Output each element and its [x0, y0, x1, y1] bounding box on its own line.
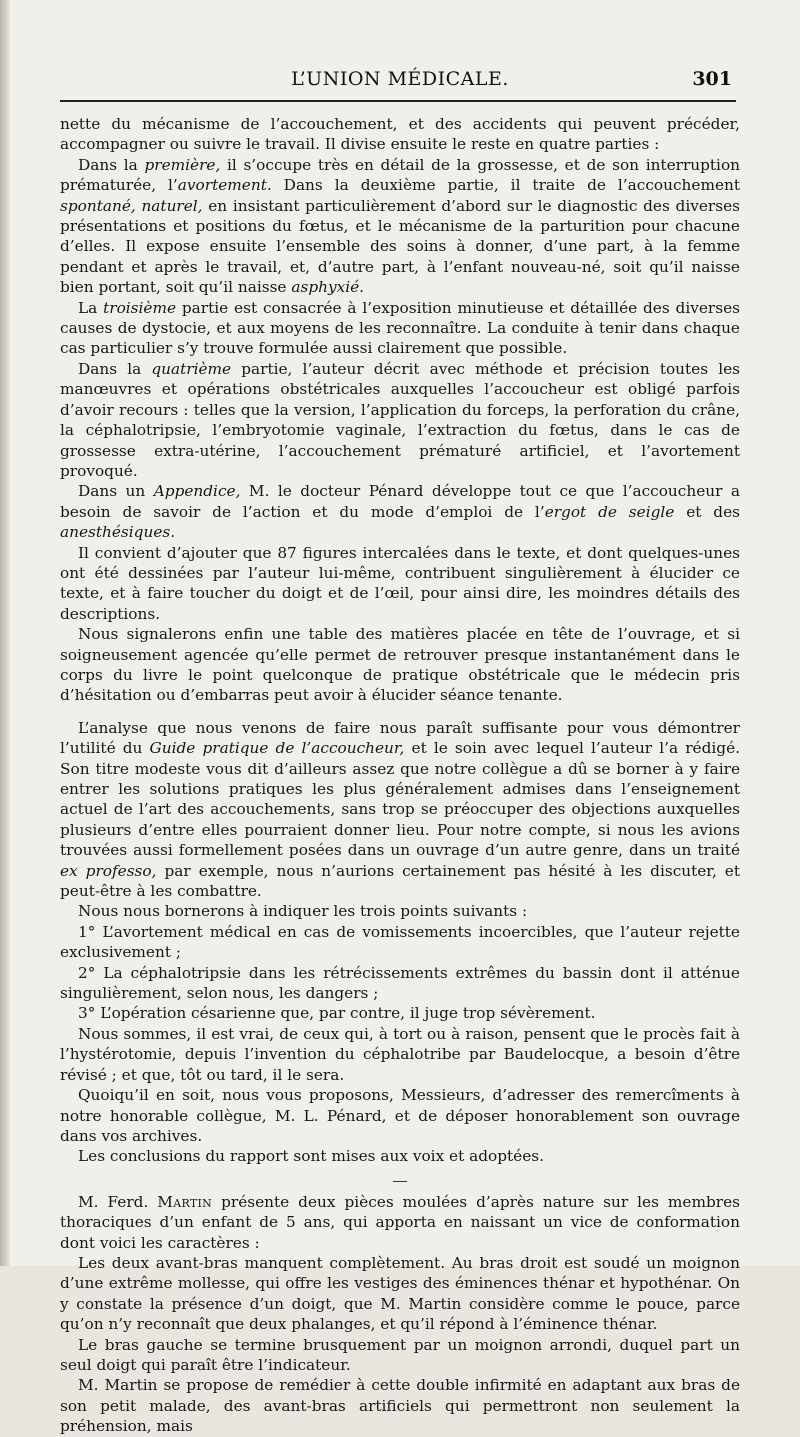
text-run: il s’occupe très en détail de la grossesse, et de son interruption prématurée, l’ — [60, 155, 741, 195]
text-run: L’analyse que nous venons de faire nous paraît suffisante pour vous démontrer l’utilité du — [60, 718, 740, 758]
italic-text: ex professo, — [60, 861, 157, 880]
text-run: Dans la — [78, 155, 145, 174]
text-run: Quoiqu’il en soit, nous vous proposons, Messieurs, d’adresser des remercîments à notre honorable collègue, M. L. Pénard, et de déposer honorablement son ouvrage dans vos archives. — [60, 1086, 740, 1145]
header-rule — [60, 100, 736, 102]
text-run: M. Martin se propose de remédier à cette double infirmité en adaptant aux bras de son petit malade, des avant-bras artificiels qui permettront non seulement la préhension, mais — [60, 1376, 740, 1436]
italic-text: troisième — [103, 298, 177, 317]
text-run: M. le docteur Pénard développe tout ce que l’accoucheur a besoin de savoir de l’action et du mode d’emploi de l’ — [60, 482, 741, 521]
italic-text: asphyxié. — [291, 278, 365, 297]
text-run: Dans un — [78, 482, 154, 501]
text-run: Les conclusions du rapport sont mises aux voix et adoptées. — [78, 1147, 545, 1166]
text-run: La — [78, 298, 104, 317]
text-run: 1° L’avortement médical en cas de vomissements incoercibles, que l’auteur rejette exclusivement ; — [60, 922, 740, 962]
text-run: Le bras gauche se termine brusquement par un moignon arrondi, duquel part un seul doigt qui paraît être l’indicateur. — [60, 1335, 740, 1374]
text-run: 2° La céphalotripsie dans les rétrécissements extrêmes du bassin dont il atténue singulièrement, selon nous, les dangers ; — [60, 963, 740, 1003]
italic-text: Appendice, — [153, 482, 241, 501]
text-run: partie est consacrée à l’exposition minutieuse et détaillée des diverses causes de dystocie, et aux moyens de les reconnaître. La conduite à tenir dans chaque cas particulier s’y trouve formulée aussi clairement que possible. — [60, 298, 741, 358]
paragraph — [60, 359, 740, 481]
text-run: et des — [674, 502, 740, 521]
small-caps-name: Martin — [157, 1192, 213, 1211]
text-run: nette du mécanisme de l’accouchement, et des accidents qui peuvent précéder, accompagner ou suivre le travail. Il divise ensuite le reste en quatre parties : — [60, 115, 740, 154]
text-run: Nous signalerons enfin une table des matières placée en tête de l’ouvrage, et si soigneusement agencée qu’elle permet de retrouver presque instantanément dans le corps du livre le point quelconque de pratique obstétricale que le médecin pris d’hésitation ou d’embarras peut avoir à élucider séance tenante. — [60, 625, 740, 705]
paragraph — [60, 1085, 740, 1146]
article-body — [60, 114, 740, 1437]
text-run: présente deux pièces moulées d’après nature sur les membres thoraciques d’un enfant de 5 ans, qui apporta en naissant un vice de conformation dont voici les caractères : — [60, 1192, 740, 1252]
page-spine-shadow — [0, 0, 10, 1266]
text-run: partie, l’auteur décrit avec méthode et précision toutes les manœuvres et opérations obstétricales auxquelles l’accoucheur est obligé parfois d’avoir recours : telles que la version, l’application du forceps, la perforation du crâne, la céphalotripsie, l’embryotomie vaginale, l’extraction du fœtus, dans le cas de grossesse extra-utérine, l’accouchement prématuré artificiel, et l’avortement provoqué. — [60, 359, 740, 480]
italic-text: avortement. — [177, 176, 272, 195]
paragraph — [60, 298, 740, 359]
paragraph — [60, 1375, 740, 1436]
text-run: Il convient d’ajouter que 87 figures intercalées dans le texte, et dont quelques-unes ont été dessinées par l’auteur lui-même, contribuent singulièrement à élucider ce texte, et à faire toucher du doigt et de l’œil, pour ainsi dire, les moindres détails des descriptions. — [60, 543, 740, 623]
paragraph — [60, 963, 740, 1004]
text-run: 3° L’opération césarienne que, par contre, il juge trop sévèrement. — [78, 1004, 596, 1023]
paragraph — [60, 481, 740, 542]
paragraph — [60, 1192, 740, 1253]
paragraph — [60, 922, 740, 963]
running-head: L’UNION MÉDICALE. — [291, 68, 509, 90]
paragraph — [60, 114, 740, 155]
italic-text: ergot de seigle — [544, 502, 675, 521]
text-run: Dans la — [78, 359, 152, 378]
text-run: Nous nous bornerons à indiquer les trois points suivants : — [78, 902, 528, 921]
italic-text: Guide pratique de l’accoucheur, — [149, 739, 405, 758]
italic-text: anesthésiques. — [60, 523, 176, 542]
paragraph — [60, 718, 740, 902]
text-run: Nous sommes, il est vrai, de ceux qui, à tort ou à raison, pensent que le procès fait à l’hystérotomie, depuis l’invention du céphalotribe par Baudelocque, a besoin d’être révisé ; et que, tôt ou tard, il le sera. — [60, 1024, 740, 1084]
text-run: en insistant particulièrement d’abord sur le diagnostic des diverses présentations et positions du fœtus, et le mécanisme de la parturition pour chacune d’elles. Il expose ensuite l’ensemble des soins à donner, d’une part, à la femme pendant et après le travail, et, d’autre part, à l’enfant nouveau-né, soit qu’il naisse bien portant, soit qu’il naisse — [60, 196, 740, 297]
paragraph — [60, 1335, 740, 1376]
paragraph — [60, 1024, 740, 1085]
text-run: M. Ferd. — [78, 1192, 158, 1211]
page-header — [60, 68, 740, 94]
italic-text: première, — [144, 155, 221, 174]
paragraph — [60, 1003, 740, 1023]
text-run: Les deux avant-bras manquent complètement. Au bras droit est soudé un moignon d’une extrême mollesse, qui offre les vestiges des éminences thénar et hypothénar. On y constate la présence d’un doigt, que M. Martin considère comme le pouce, parce qu’on n’y reconnaît que deux phalanges, et qu’il répond à l’éminence thénar. — [60, 1253, 740, 1334]
page-number: 301 — [692, 68, 732, 90]
paragraph — [60, 1146, 740, 1166]
paragraph — [60, 624, 740, 706]
text-run: par exemple, nous n’aurions certainement pas hésité à les discuter, et peut-être à les combattre. — [60, 861, 740, 901]
paragraph — [60, 155, 740, 298]
text-run: et le soin avec lequel l’auteur l’a rédigé. Son titre modeste vous dit d’ailleurs assez que notre collègue a dû se borner à y faire entrer les solutions pratiques les plus généralement admises dans l’enseignement actuel de l’art des accouchements, sans trop se préoccuper des objections auxquelles plusieurs d’entre elles pourraient donner lieu. Pour notre compte, si nous les avions trouvées aussi formellement posées dans un ouvrage d’un autre genre, dans un traité — [60, 739, 740, 860]
paragraph — [60, 901, 740, 921]
italic-text: spontané, naturel, — [60, 196, 203, 215]
text-run: Dans la deuxième partie, il traite de l’accouchement — [271, 176, 740, 195]
paragraph — [60, 1253, 740, 1335]
italic-text: quatrième — [151, 359, 232, 378]
section-separator — [393, 1181, 407, 1182]
paragraph — [60, 543, 740, 625]
